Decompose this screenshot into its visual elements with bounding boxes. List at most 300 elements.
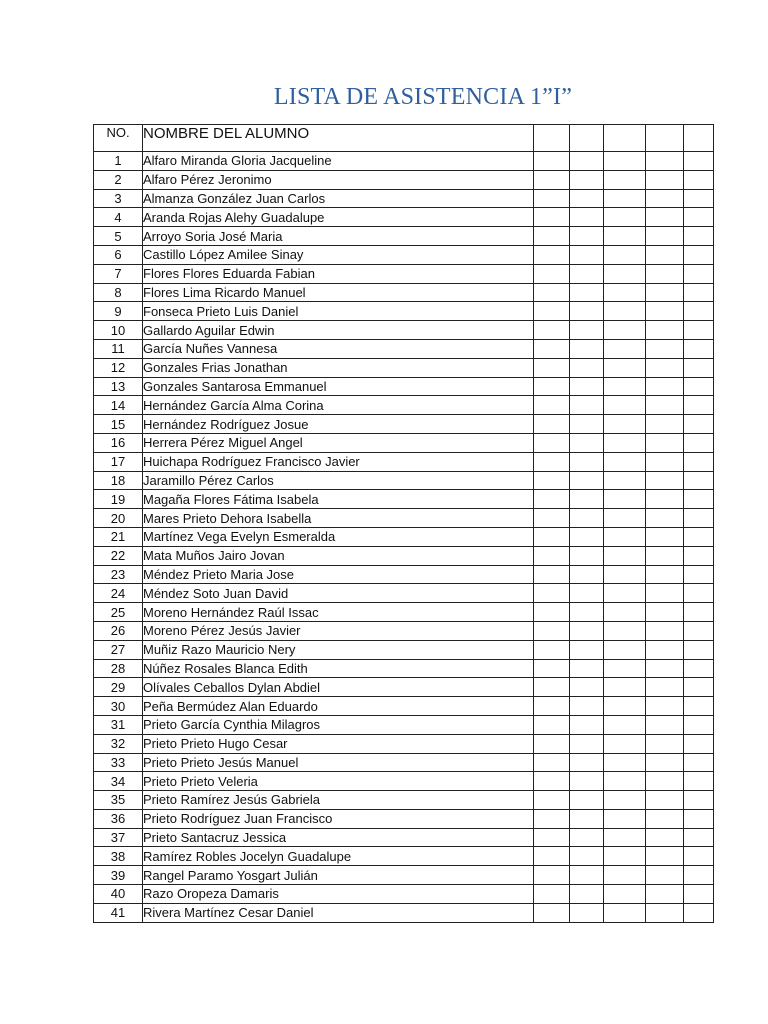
attendance-cell[interactable]	[604, 396, 646, 415]
attendance-cell[interactable]	[684, 490, 714, 509]
table-row	[94, 227, 714, 246]
student-number: 32	[94, 734, 143, 753]
attendance-cell[interactable]	[604, 546, 646, 565]
attendance-cell[interactable]	[570, 734, 604, 753]
attendance-cell[interactable]	[646, 809, 684, 828]
attendance-cell[interactable]	[534, 809, 570, 828]
attendance-cell[interactable]	[604, 339, 646, 358]
student-number: 12	[94, 358, 143, 377]
attendance-cell[interactable]	[534, 471, 570, 490]
student-name: Moreno Pérez Jesús Javier	[143, 621, 534, 640]
attendance-cell[interactable]	[646, 772, 684, 791]
attendance-column-header	[646, 125, 684, 152]
attendance-cell[interactable]	[646, 208, 684, 227]
attendance-cell[interactable]	[684, 753, 714, 772]
attendance-cell[interactable]	[534, 321, 570, 340]
student-name: Prieto Santacruz Jessica	[143, 828, 534, 847]
attendance-cell[interactable]	[604, 527, 646, 546]
student-name: Prieto Prieto Jesús Manuel	[143, 753, 534, 772]
attendance-cell[interactable]	[646, 358, 684, 377]
attendance-cell[interactable]	[684, 828, 714, 847]
attendance-cell[interactable]	[534, 603, 570, 622]
attendance-cell[interactable]	[646, 565, 684, 584]
student-number: 15	[94, 415, 143, 434]
attendance-cell[interactable]	[534, 396, 570, 415]
attendance-cell[interactable]	[684, 283, 714, 302]
attendance-cell[interactable]	[684, 678, 714, 697]
attendance-cell[interactable]	[534, 715, 570, 734]
attendance-cell[interactable]	[570, 903, 604, 922]
attendance-cell[interactable]	[646, 715, 684, 734]
attendance-cell[interactable]	[684, 377, 714, 396]
table-row	[94, 339, 714, 358]
attendance-cell[interactable]	[604, 208, 646, 227]
attendance-cell[interactable]	[684, 659, 714, 678]
attendance-cell[interactable]	[646, 903, 684, 922]
student-number: 6	[94, 245, 143, 264]
attendance-cell[interactable]	[684, 509, 714, 528]
attendance-cell[interactable]	[570, 227, 604, 246]
student-number: 23	[94, 565, 143, 584]
attendance-cell[interactable]	[604, 678, 646, 697]
attendance-cell[interactable]	[604, 847, 646, 866]
attendance-cell[interactable]	[570, 490, 604, 509]
attendance-cell[interactable]	[646, 603, 684, 622]
student-name: Muñiz Razo Mauricio Nery	[143, 640, 534, 659]
attendance-cell[interactable]	[684, 358, 714, 377]
attendance-cell[interactable]	[646, 791, 684, 810]
attendance-cell[interactable]	[534, 734, 570, 753]
table-row	[94, 283, 714, 302]
table-row	[94, 452, 714, 471]
attendance-cell[interactable]	[604, 565, 646, 584]
student-number: 28	[94, 659, 143, 678]
attendance-cell[interactable]	[604, 321, 646, 340]
student-number: 25	[94, 603, 143, 622]
attendance-cell[interactable]	[684, 227, 714, 246]
attendance-cell[interactable]	[684, 640, 714, 659]
attendance-cell[interactable]	[684, 546, 714, 565]
attendance-cell[interactable]	[534, 452, 570, 471]
attendance-cell[interactable]	[534, 791, 570, 810]
attendance-cell[interactable]	[604, 452, 646, 471]
attendance-cell[interactable]	[604, 697, 646, 716]
attendance-cell[interactable]	[646, 170, 684, 189]
student-number: 3	[94, 189, 143, 208]
attendance-cell[interactable]	[684, 189, 714, 208]
attendance-cell[interactable]	[570, 264, 604, 283]
table-row	[94, 885, 714, 904]
attendance-cell[interactable]	[604, 866, 646, 885]
table-row	[94, 433, 714, 452]
student-number: 17	[94, 452, 143, 471]
attendance-cell[interactable]	[604, 640, 646, 659]
attendance-cell[interactable]	[684, 302, 714, 321]
attendance-cell[interactable]	[534, 866, 570, 885]
attendance-cell[interactable]	[570, 152, 604, 171]
student-name: Prieto Prieto Hugo Cesar	[143, 734, 534, 753]
attendance-cell[interactable]	[534, 584, 570, 603]
attendance-cell[interactable]	[684, 847, 714, 866]
attendance-cell[interactable]	[646, 227, 684, 246]
attendance-cell[interactable]	[684, 396, 714, 415]
attendance-column-header	[570, 125, 604, 152]
attendance-cell[interactable]	[604, 828, 646, 847]
attendance-cell[interactable]	[604, 753, 646, 772]
attendance-cell[interactable]	[646, 753, 684, 772]
table-row	[94, 302, 714, 321]
attendance-cell[interactable]	[646, 415, 684, 434]
attendance-cell[interactable]	[570, 208, 604, 227]
student-name: Rivera Martínez Cesar Daniel	[143, 903, 534, 922]
student-number: 26	[94, 621, 143, 640]
attendance-cell[interactable]	[684, 245, 714, 264]
student-name: Gallardo Aguilar Edwin	[143, 321, 534, 340]
table-row	[94, 697, 714, 716]
student-number: 30	[94, 697, 143, 716]
student-number: 8	[94, 283, 143, 302]
roster-body	[94, 152, 714, 923]
attendance-cell[interactable]	[570, 396, 604, 415]
attendance-cell[interactable]	[646, 678, 684, 697]
attendance-cell[interactable]	[604, 377, 646, 396]
attendance-cell[interactable]	[570, 471, 604, 490]
student-name: Aranda Rojas Alehy Guadalupe	[143, 208, 534, 227]
attendance-cell[interactable]	[646, 527, 684, 546]
student-number: 4	[94, 208, 143, 227]
column-header-no: NO.	[94, 125, 143, 152]
attendance-cell[interactable]	[534, 678, 570, 697]
attendance-cell[interactable]	[684, 452, 714, 471]
attendance-cell[interactable]	[604, 152, 646, 171]
attendance-cell[interactable]	[684, 772, 714, 791]
attendance-cell[interactable]	[646, 321, 684, 340]
attendance-cell[interactable]	[646, 471, 684, 490]
attendance-cell[interactable]	[604, 471, 646, 490]
table-row	[94, 753, 714, 772]
attendance-cell[interactable]	[570, 377, 604, 396]
student-name: Gonzales Santarosa Emmanuel	[143, 377, 534, 396]
student-number: 20	[94, 509, 143, 528]
attendance-cell[interactable]	[534, 565, 570, 584]
attendance-cell[interactable]	[570, 659, 604, 678]
attendance-cell[interactable]	[570, 715, 604, 734]
student-number: 29	[94, 678, 143, 697]
attendance-cell[interactable]	[570, 170, 604, 189]
attendance-cell[interactable]	[604, 509, 646, 528]
attendance-cell[interactable]	[684, 715, 714, 734]
table-row	[94, 245, 714, 264]
attendance-cell[interactable]	[684, 433, 714, 452]
attendance-cell[interactable]	[684, 471, 714, 490]
student-name: Ramírez Robles Jocelyn Guadalupe	[143, 847, 534, 866]
student-name: Prieto Ramírez Jesús Gabriela	[143, 791, 534, 810]
attendance-cell[interactable]	[604, 903, 646, 922]
student-name: Prieto García Cynthia Milagros	[143, 715, 534, 734]
student-name: Mares Prieto Dehora Isabella	[143, 509, 534, 528]
attendance-cell[interactable]	[604, 584, 646, 603]
attendance-cell[interactable]	[534, 189, 570, 208]
attendance-cell[interactable]	[570, 527, 604, 546]
attendance-cell[interactable]	[646, 283, 684, 302]
attendance-cell[interactable]	[570, 283, 604, 302]
attendance-cell[interactable]	[646, 189, 684, 208]
student-number: 5	[94, 227, 143, 246]
table-row	[94, 527, 714, 546]
attendance-cell[interactable]	[570, 433, 604, 452]
student-name: Olívales Ceballos Dylan Abdiel	[143, 678, 534, 697]
attendance-cell[interactable]	[570, 302, 604, 321]
table-row	[94, 565, 714, 584]
attendance-cell[interactable]	[684, 264, 714, 283]
attendance-cell[interactable]	[604, 603, 646, 622]
student-name: Méndez Prieto Maria Jose	[143, 565, 534, 584]
student-name: Mata Muños Jairo Jovan	[143, 546, 534, 565]
attendance-cell[interactable]	[534, 377, 570, 396]
attendance-cell[interactable]	[604, 433, 646, 452]
attendance-cell[interactable]	[684, 415, 714, 434]
attendance-cell[interactable]	[646, 885, 684, 904]
student-name: Hernández García Alma Corina	[143, 396, 534, 415]
attendance-cell[interactable]	[534, 772, 570, 791]
attendance-cell[interactable]	[646, 828, 684, 847]
attendance-cell[interactable]	[684, 603, 714, 622]
attendance-cell[interactable]	[570, 847, 604, 866]
student-number: 31	[94, 715, 143, 734]
student-name: Alfaro Pérez Jeronimo	[143, 170, 534, 189]
attendance-cell[interactable]	[646, 377, 684, 396]
table-row	[94, 377, 714, 396]
attendance-cell[interactable]	[604, 791, 646, 810]
attendance-cell[interactable]	[570, 546, 604, 565]
attendance-cell[interactable]	[646, 433, 684, 452]
attendance-cell[interactable]	[570, 753, 604, 772]
attendance-cell[interactable]	[646, 640, 684, 659]
attendance-cell[interactable]	[684, 565, 714, 584]
attendance-cell[interactable]	[570, 358, 604, 377]
student-name: Hernández Rodríguez Josue	[143, 415, 534, 434]
table-row	[94, 396, 714, 415]
attendance-cell[interactable]	[604, 885, 646, 904]
student-number: 1	[94, 152, 143, 171]
student-number: 39	[94, 866, 143, 885]
student-number: 7	[94, 264, 143, 283]
student-name: Huichapa Rodríguez Francisco Javier	[143, 452, 534, 471]
student-number: 18	[94, 471, 143, 490]
attendance-cell[interactable]	[534, 753, 570, 772]
student-number: 33	[94, 753, 143, 772]
attendance-cell[interactable]	[646, 339, 684, 358]
attendance-cell[interactable]	[604, 283, 646, 302]
attendance-cell[interactable]	[646, 152, 684, 171]
attendance-cell[interactable]	[684, 734, 714, 753]
attendance-column-header	[604, 125, 646, 152]
student-name: Prieto Prieto Veleria	[143, 772, 534, 791]
student-number: 21	[94, 527, 143, 546]
attendance-cell[interactable]	[534, 433, 570, 452]
table-row	[94, 546, 714, 565]
attendance-cell[interactable]	[646, 452, 684, 471]
attendance-cell[interactable]	[570, 640, 604, 659]
attendance-cell[interactable]	[684, 208, 714, 227]
attendance-cell[interactable]	[604, 809, 646, 828]
attendance-cell[interactable]	[604, 227, 646, 246]
student-name: Herrera Pérez Miguel Angel	[143, 433, 534, 452]
student-number: 35	[94, 791, 143, 810]
student-number: 34	[94, 772, 143, 791]
attendance-cell[interactable]	[534, 847, 570, 866]
attendance-cell[interactable]	[604, 659, 646, 678]
attendance-cell[interactable]	[604, 245, 646, 264]
attendance-cell[interactable]	[684, 621, 714, 640]
attendance-cell[interactable]	[534, 527, 570, 546]
student-number: 24	[94, 584, 143, 603]
student-number: 11	[94, 339, 143, 358]
attendance-cell[interactable]	[646, 734, 684, 753]
attendance-cell[interactable]	[570, 885, 604, 904]
attendance-cell[interactable]	[684, 339, 714, 358]
attendance-cell[interactable]	[604, 621, 646, 640]
attendance-cell[interactable]	[646, 396, 684, 415]
attendance-cell[interactable]	[534, 885, 570, 904]
attendance-cell[interactable]	[570, 189, 604, 208]
attendance-cell[interactable]	[570, 866, 604, 885]
attendance-cell[interactable]	[570, 697, 604, 716]
student-number: 41	[94, 903, 143, 922]
attendance-cell[interactable]	[570, 452, 604, 471]
attendance-cell[interactable]	[534, 170, 570, 189]
table-row	[94, 208, 714, 227]
attendance-cell[interactable]	[570, 678, 604, 697]
student-number: 40	[94, 885, 143, 904]
table-row	[94, 490, 714, 509]
table-row	[94, 584, 714, 603]
attendance-cell[interactable]	[534, 546, 570, 565]
attendance-cell[interactable]	[534, 358, 570, 377]
attendance-cell[interactable]	[646, 847, 684, 866]
attendance-cell[interactable]	[570, 791, 604, 810]
attendance-cell[interactable]	[570, 772, 604, 791]
attendance-cell[interactable]	[684, 152, 714, 171]
attendance-cell[interactable]	[534, 208, 570, 227]
attendance-cell[interactable]	[684, 170, 714, 189]
attendance-cell[interactable]	[684, 866, 714, 885]
attendance-cell[interactable]	[534, 490, 570, 509]
attendance-cell[interactable]	[684, 584, 714, 603]
attendance-cell[interactable]	[646, 509, 684, 528]
table-row	[94, 809, 714, 828]
attendance-cell[interactable]	[604, 264, 646, 283]
attendance-cell[interactable]	[604, 358, 646, 377]
table-row	[94, 621, 714, 640]
attendance-cell[interactable]	[570, 828, 604, 847]
table-row	[94, 734, 714, 753]
student-name: Méndez Soto Juan David	[143, 584, 534, 603]
attendance-cell[interactable]	[570, 565, 604, 584]
attendance-cell[interactable]	[646, 490, 684, 509]
attendance-cell[interactable]	[570, 509, 604, 528]
student-number: 19	[94, 490, 143, 509]
attendance-cell[interactable]	[534, 828, 570, 847]
attendance-cell[interactable]	[570, 321, 604, 340]
student-name: Razo Oropeza Damaris	[143, 885, 534, 904]
attendance-cell[interactable]	[684, 809, 714, 828]
student-number: 37	[94, 828, 143, 847]
attendance-cell[interactable]	[604, 772, 646, 791]
attendance-cell[interactable]	[604, 170, 646, 189]
attendance-cell[interactable]	[534, 283, 570, 302]
table-row	[94, 189, 714, 208]
attendance-cell[interactable]	[684, 903, 714, 922]
attendance-cell[interactable]	[570, 245, 604, 264]
attendance-cell[interactable]	[646, 584, 684, 603]
student-name: Alfaro Miranda Gloria Jacqueline	[143, 152, 534, 171]
student-name: Martínez Vega Evelyn Esmeralda	[143, 527, 534, 546]
student-number: 13	[94, 377, 143, 396]
attendance-column-header	[684, 125, 714, 152]
attendance-cell[interactable]	[646, 245, 684, 264]
table-row	[94, 828, 714, 847]
attendance-cell[interactable]	[604, 715, 646, 734]
attendance-cell[interactable]	[646, 546, 684, 565]
attendance-cell[interactable]	[534, 509, 570, 528]
student-number: 38	[94, 847, 143, 866]
attendance-cell[interactable]	[684, 321, 714, 340]
attendance-table	[93, 124, 714, 923]
attendance-cell[interactable]	[646, 659, 684, 678]
attendance-cell[interactable]	[684, 791, 714, 810]
attendance-cell[interactable]	[534, 621, 570, 640]
attendance-cell[interactable]	[534, 659, 570, 678]
attendance-cell[interactable]	[570, 809, 604, 828]
attendance-cell[interactable]	[534, 903, 570, 922]
attendance-cell[interactable]	[646, 264, 684, 283]
attendance-cell[interactable]	[646, 302, 684, 321]
attendance-cell[interactable]	[534, 302, 570, 321]
attendance-cell[interactable]	[570, 621, 604, 640]
student-name: Arroyo Soria José Maria	[143, 227, 534, 246]
attendance-cell[interactable]	[570, 603, 604, 622]
table-row	[94, 509, 714, 528]
attendance-cell[interactable]	[534, 415, 570, 434]
attendance-cell[interactable]	[534, 697, 570, 716]
attendance-cell[interactable]	[646, 621, 684, 640]
attendance-cell[interactable]	[646, 866, 684, 885]
table-row	[94, 264, 714, 283]
attendance-cell[interactable]	[534, 152, 570, 171]
attendance-cell[interactable]	[534, 339, 570, 358]
attendance-cell[interactable]	[534, 640, 570, 659]
student-name: Flores Lima Ricardo Manuel	[143, 283, 534, 302]
attendance-cell[interactable]	[604, 189, 646, 208]
attendance-cell[interactable]	[570, 584, 604, 603]
attendance-cell[interactable]	[534, 264, 570, 283]
attendance-cell[interactable]	[684, 527, 714, 546]
attendance-cell[interactable]	[684, 885, 714, 904]
attendance-cell[interactable]	[604, 490, 646, 509]
attendance-cell[interactable]	[534, 245, 570, 264]
attendance-cell[interactable]	[684, 697, 714, 716]
attendance-cell[interactable]	[646, 697, 684, 716]
attendance-cell[interactable]	[604, 734, 646, 753]
table-row	[94, 659, 714, 678]
attendance-cell[interactable]	[570, 339, 604, 358]
attendance-cell[interactable]	[604, 415, 646, 434]
attendance-cell[interactable]	[604, 302, 646, 321]
student-name: Peña Bermúdez Alan Eduardo	[143, 697, 534, 716]
attendance-cell[interactable]	[534, 227, 570, 246]
attendance-cell[interactable]	[570, 415, 604, 434]
